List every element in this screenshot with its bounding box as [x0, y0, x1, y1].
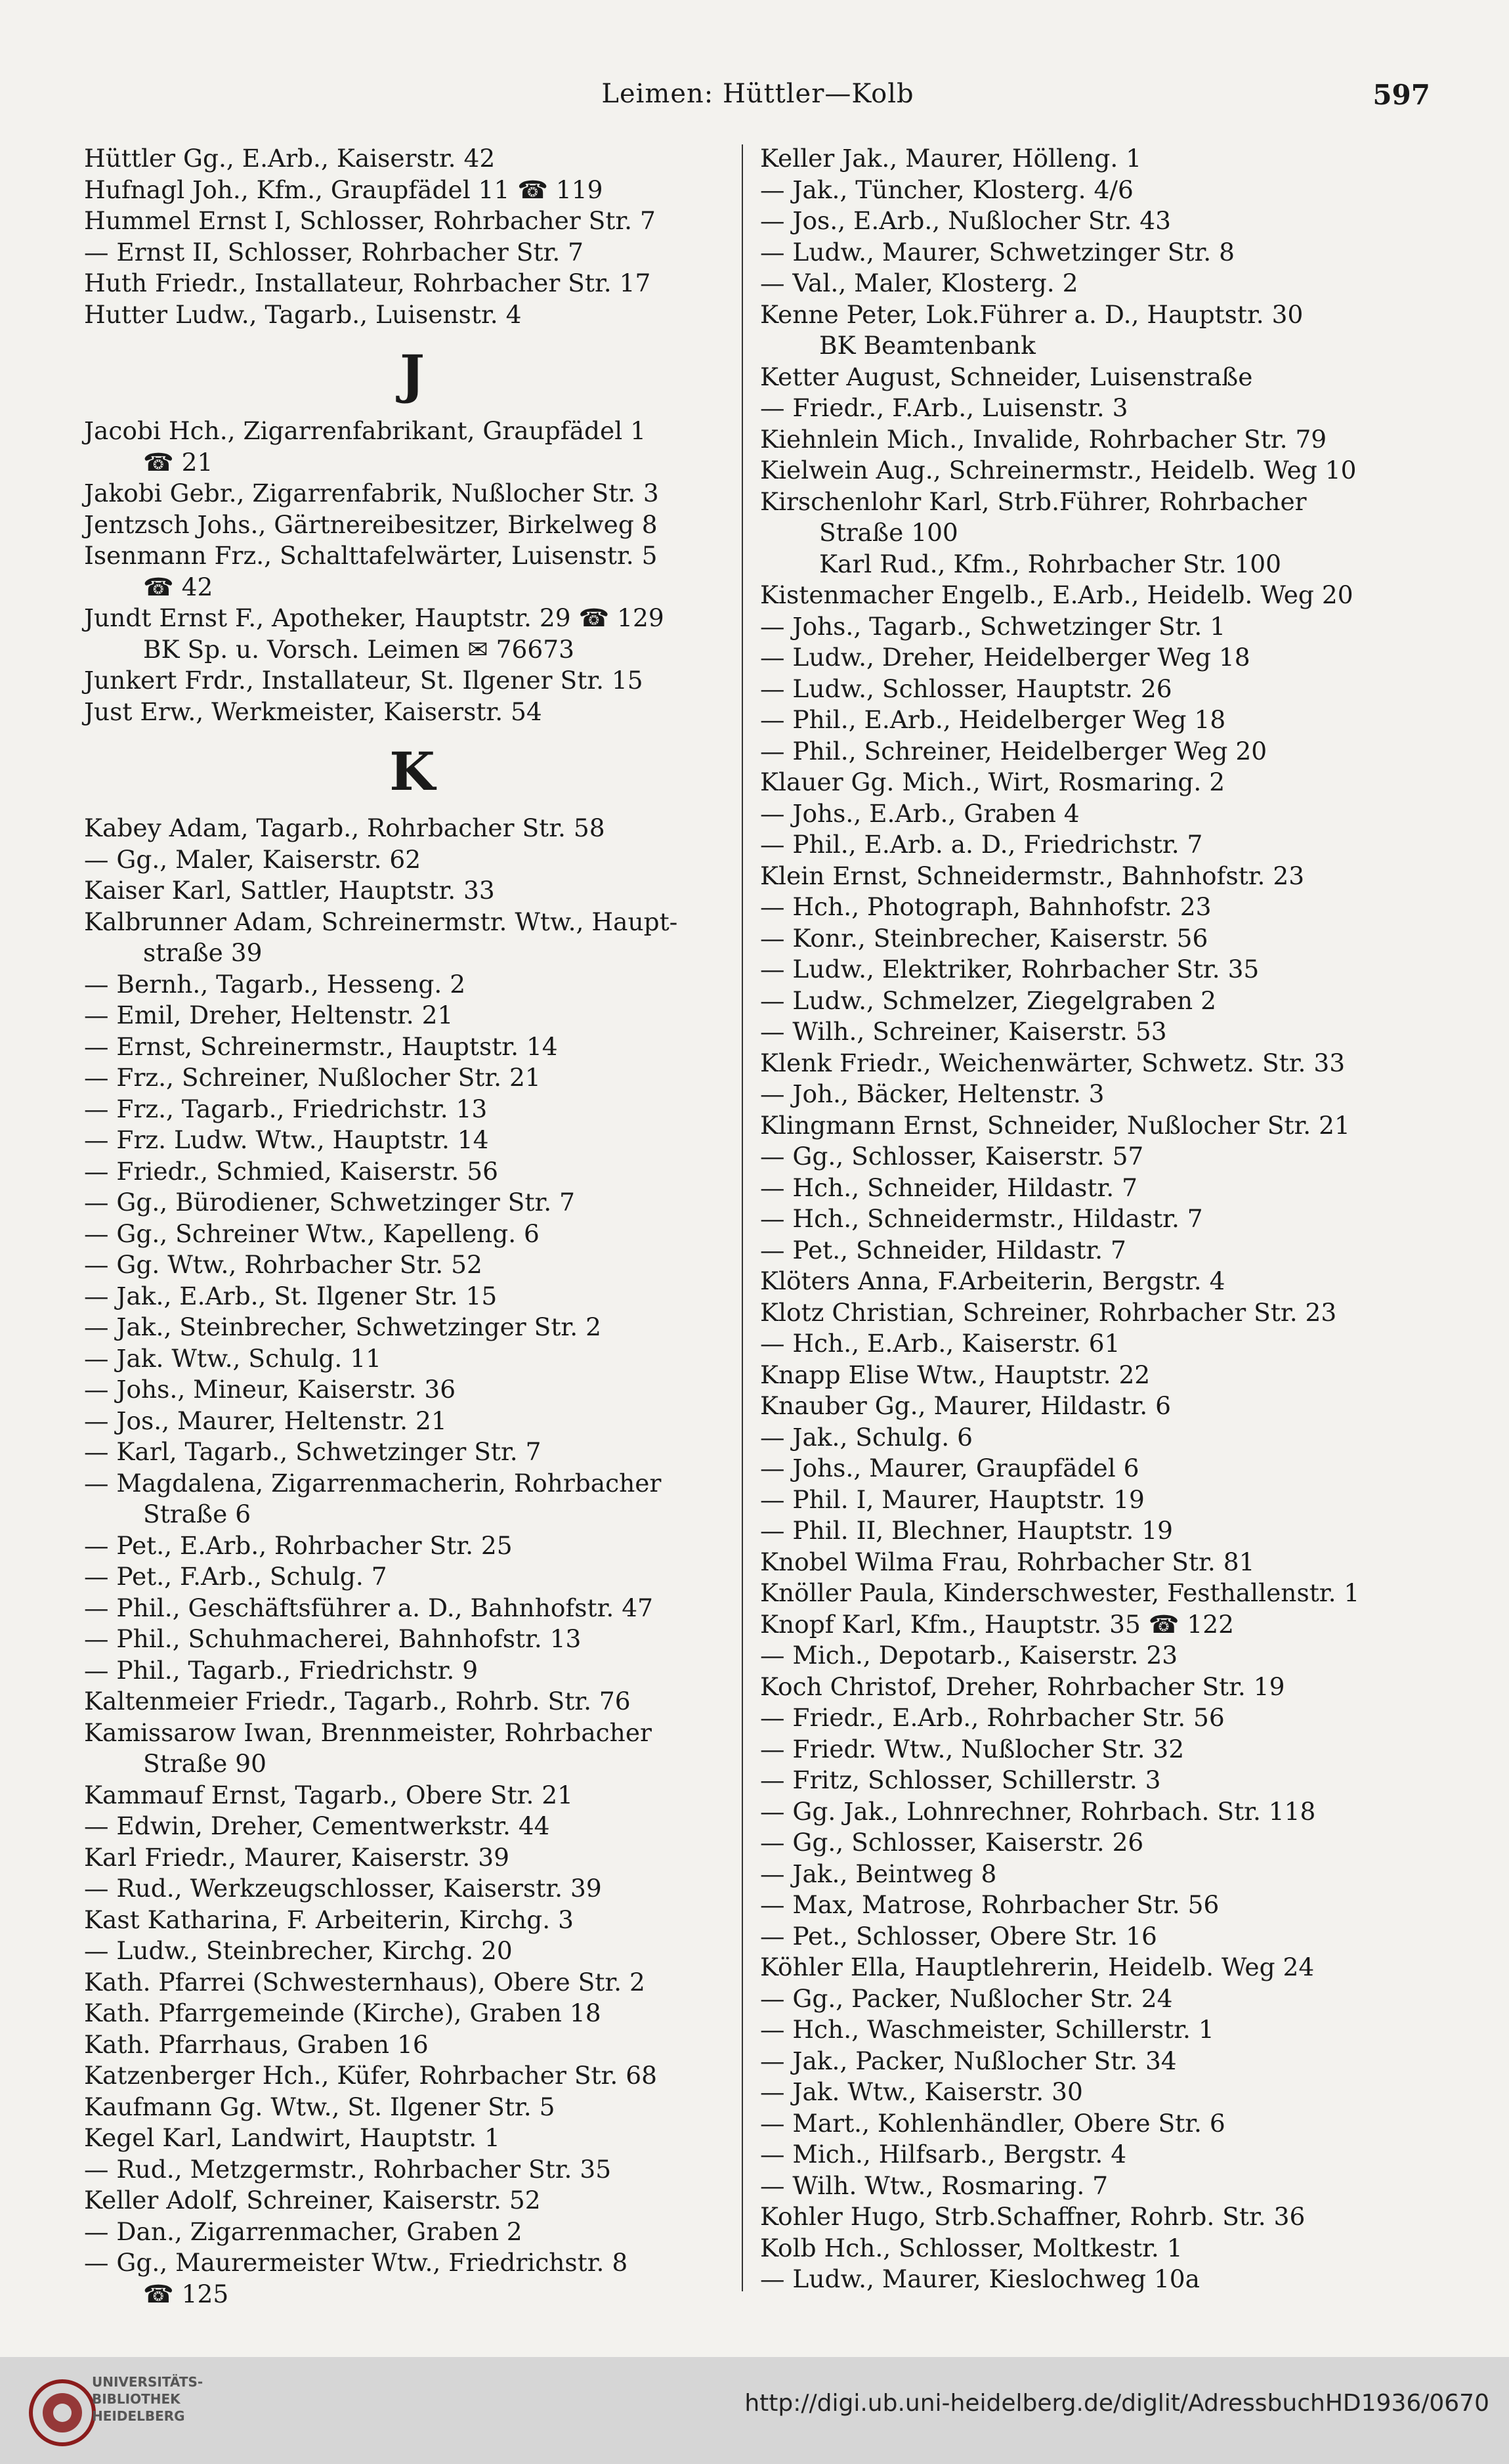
section-letter: J — [400, 343, 425, 405]
directory-entry: — Phil., Geschäftsführer a. D., Bahnhofstr. 47 — [84, 1593, 653, 1622]
directory-entry: Junkert Frdr., Installateur, St. Ilgener Str. 15 — [84, 666, 643, 695]
directory-entry: Huth Friedr., Installateur, Rohrbacher Str. 17 — [84, 269, 651, 297]
directory-entry: — Jak. Wtw., Kaiserstr. 30 — [760, 2077, 1083, 2106]
page-number: 597 — [1372, 79, 1430, 111]
section-letter: K — [389, 741, 435, 802]
running-title: Leimen: Hüttler—Kolb — [601, 79, 914, 109]
directory-entry: — Fritz, Schlosser, Schillerstr. 3 — [760, 1765, 1161, 1794]
directory-entry: — Jak., Schulg. 6 — [760, 1422, 973, 1452]
directory-entry: — Ludw., Elektriker, Rohrbacher Str. 35 — [760, 955, 1260, 983]
directory-entry: — Frz., Tagarb., Friedrichstr. 13 — [84, 1094, 488, 1123]
directory-entry: — Jak., Tüncher, Klosterg. 4/6 — [760, 175, 1134, 204]
directory-entry: Kalbrunner Adam, Schreinermstr. Wtw., Haupt- — [84, 907, 678, 936]
directory-entry: — Ludw., Steinbrecher, Kirchg. 20 — [84, 1936, 513, 1965]
directory-entry: — Ernst, Schreinermstr., Hauptstr. 14 — [84, 1031, 558, 1061]
directory-entry: — Rud., Werkzeugschlosser, Kaiserstr. 39 — [84, 1874, 602, 1903]
directory-entry: — Pet., Schneider, Hildastr. 7 — [760, 1235, 1126, 1264]
directory-entry: — Phil., E.Arb. a. D., Friedrichstr. 7 — [760, 830, 1203, 859]
directory-entry: — Pet., E.Arb., Rohrbacher Str. 25 — [84, 1530, 513, 1560]
directory-entry: Klenk Friedr., Weichenwärter, Schwetz. Str. 33 — [760, 1048, 1346, 1077]
directory-entry: — Gg., Schlosser, Kaiserstr. 57 — [760, 1142, 1144, 1171]
directory-entry: Kast Katharina, F. Arbeiterin, Kirchg. 3 — [84, 1905, 574, 1934]
directory-entry: Kohler Hugo, Strb.Schaffner, Rohrb. Str. 36 — [760, 2202, 1306, 2231]
directory-entry: — Jak., Steinbrecher, Schwetzinger Str. 2 — [84, 1312, 601, 1341]
directory-entry-continuation: ☎ 21 — [143, 447, 213, 477]
directory-entry: — Johs., E.Arb., Graben 4 — [760, 798, 1080, 828]
directory-entry: Ketter August, Schneider, Luisenstraße — [760, 362, 1253, 391]
directory-entry: Kiehnlein Mich., Invalide, Rohrbacher Str. 79 — [760, 424, 1327, 454]
directory-entry: Kaiser Karl, Sattler, Hauptstr. 33 — [84, 876, 495, 905]
directory-entry: Jentzsch Johs., Gärtnereibesitzer, Birkelweg 8 — [84, 509, 658, 539]
directory-entry: — Jak., Beintweg 8 — [760, 1859, 997, 1888]
directory-entry: Kammauf Ernst, Tagarb., Obere Str. 21 — [84, 1780, 574, 1809]
directory-entry: — Friedr. Wtw., Nußlocher Str. 32 — [760, 1734, 1185, 1763]
directory-entry: — Gg., Schreiner Wtw., Kapelleng. 6 — [84, 1219, 540, 1248]
directory-entry: — Ludw., Dreher, Heidelberger Weg 18 — [760, 643, 1250, 672]
directory-entry: Jundt Ernst F., Apotheker, Hauptstr. 29 ☎ 129 — [84, 603, 664, 632]
directory-entry-continuation: Straße 90 — [143, 1749, 266, 1778]
directory-entry: — Phil. I, Maurer, Hauptstr. 19 — [760, 1484, 1145, 1514]
directory-entry: — Ernst II, Schlosser, Rohrbacher Str. 7 — [84, 237, 584, 267]
directory-entry: — Pet., F.Arb., Schulg. 7 — [84, 1562, 387, 1591]
directory-entry: — Phil., Schreiner, Heidelberger Weg 20 — [760, 736, 1267, 766]
directory-entry: — Ludw., Schlosser, Hauptstr. 26 — [760, 674, 1172, 703]
page-header — [85, 79, 1430, 118]
directory-entry: — Jak. Wtw., Schulg. 11 — [84, 1343, 381, 1373]
directory-entry: — Jak., E.Arb., St. Ilgener Str. 15 — [84, 1281, 498, 1310]
directory-entry: Hummel Ernst I, Schlosser, Rohrbacher Str. 7 — [84, 206, 656, 235]
directory-entry: — Ludw., Maurer, Schwetzinger Str. 8 — [760, 237, 1235, 267]
directory-entry: — Friedr., E.Arb., Rohrbacher Str. 56 — [760, 1703, 1225, 1732]
directory-entry: Jakobi Gebr., Zigarrenfabrik, Nußlocher Str. 3 — [84, 479, 659, 508]
directory-entry: Koch Christof, Dreher, Rohrbacher Str. 19 — [760, 1672, 1285, 1701]
directory-entry: — Gg., Packer, Nußlocher Str. 24 — [760, 1983, 1173, 2013]
directory-entry: — Phil. II, Blechner, Hauptstr. 19 — [760, 1516, 1173, 1545]
directory-entry: Kaufmann Gg. Wtw., St. Ilgener Str. 5 — [84, 2092, 555, 2121]
directory-entry-continuation: ☎ 42 — [143, 572, 213, 601]
directory-entry: Keller Jak., Maurer, Hölleng. 1 — [760, 144, 1142, 173]
directory-entry: Klingmann Ernst, Schneider, Nußlocher Str. 21 — [760, 1110, 1350, 1140]
library-name-line2: BIBLIOTHEK — [92, 2391, 181, 2407]
library-seal-icon — [26, 2377, 98, 2449]
directory-entry: Knauber Gg., Maurer, Hildastr. 6 — [760, 1391, 1171, 1420]
right-column — [760, 143, 1430, 2295]
directory-entry: — Rud., Metzgermstr., Rohrbacher Str. 35 — [84, 2154, 612, 2184]
directory-entry: — Phil., Tagarb., Friedrichstr. 9 — [84, 1655, 478, 1685]
directory-entry: Kamissarow Iwan, Brennmeister, Rohrbacher — [84, 1718, 652, 1747]
directory-entry: Hufnagl Joh., Kfm., Graupfädel 11 ☎ 119 — [84, 175, 603, 204]
directory-entry: Kabey Adam, Tagarb., Rohrbacher Str. 58 — [84, 813, 605, 842]
directory-entry: — Hch., Photograph, Bahnhofstr. 23 — [760, 892, 1212, 921]
directory-entry-continuation: BK Sp. u. Vorsch. Leimen ✉ 76673 — [143, 634, 574, 664]
directory-entry: — Edwin, Dreher, Cementwerkstr. 44 — [84, 1811, 550, 1840]
directory-entry: Klöters Anna, F.Arbeiterin, Bergstr. 4 — [760, 1266, 1225, 1295]
directory-entry: — Max, Matrose, Rohrbacher Str. 56 — [760, 1890, 1220, 1919]
directory-entry: — Wilh. Wtw., Rosmaring. 7 — [760, 2171, 1109, 2200]
directory-entry: — Gg., Maurermeister Wtw., Friedrichstr. 8 — [84, 2248, 628, 2277]
directory-entry: Klauer Gg. Mich., Wirt, Rosmaring. 2 — [760, 767, 1225, 796]
directory-entry-continuation: Karl Rud., Kfm., Rohrbacher Str. 100 — [819, 549, 1282, 578]
directory-entry: Keller Adolf, Schreiner, Kaiserstr. 52 — [84, 2186, 541, 2215]
directory-entry: Knobel Wilma Frau, Rohrbacher Str. 81 — [760, 1547, 1255, 1576]
directory-entry: Knapp Elise Wtw., Hauptstr. 22 — [760, 1360, 1151, 1389]
directory-entry: Klotz Christian, Schreiner, Rohrbacher Str. 23 — [760, 1297, 1337, 1327]
column-divider — [742, 144, 743, 2291]
directory-entry: — Gg., Bürodiener, Schwetzinger Str. 7 — [84, 1188, 575, 1217]
directory-entry: — Mart., Kohlenhändler, Obere Str. 6 — [760, 2108, 1225, 2138]
directory-entry: — Konr., Steinbrecher, Kaiserstr. 56 — [760, 923, 1208, 953]
directory-entry: — Phil., Schuhmacherei, Bahnhofstr. 13 — [84, 1624, 582, 1653]
directory-entry-continuation: straße 39 — [143, 938, 263, 967]
directory-entry: — Gg., Schlosser, Kaiserstr. 26 — [760, 1828, 1144, 1857]
directory-entry: — Pet., Schlosser, Obere Str. 16 — [760, 1921, 1157, 1951]
library-name — [92, 2373, 203, 2425]
directory-entry: — Gg. Jak., Lohnrechner, Rohrbach. Str. 118 — [760, 1796, 1316, 1826]
directory-entry: — Hch., E.Arb., Kaiserstr. 61 — [760, 1329, 1120, 1358]
directory-entry-continuation: Straße 100 — [819, 518, 958, 547]
directory-entry-continuation: Straße 6 — [143, 1500, 251, 1528]
directory-entry: — Jos., E.Arb., Nußlocher Str. 43 — [760, 206, 1172, 235]
directory-entry: — Hch., Waschmeister, Schillerstr. 1 — [760, 2015, 1214, 2044]
directory-entry: — Bernh., Tagarb., Hesseng. 2 — [84, 969, 466, 999]
directory-entry: Klein Ernst, Schneidermstr., Bahnhofstr. 23 — [760, 861, 1305, 890]
directory-entry: — Ludw., Maurer, Kieslochweg 10a — [760, 2264, 1201, 2293]
directory-entry: — Val., Maler, Klosterg. 2 — [760, 269, 1078, 297]
directory-entry: Kistenmacher Engelb., E.Arb., Heidelb. Weg 20 — [760, 580, 1353, 609]
directory-entry: — Dan., Zigarrenmacher, Graben 2 — [84, 2216, 522, 2246]
directory-entry-continuation: ☎ 125 — [143, 2279, 229, 2308]
directory-entry: — Mich., Depotarb., Kaiserstr. 23 — [760, 1641, 1178, 1670]
directory-entry: Kolb Hch., Schlosser, Moltkestr. 1 — [760, 2233, 1183, 2262]
directory-entry: — Emil, Dreher, Heltenstr. 21 — [84, 1001, 454, 1029]
directory-entry: — Mich., Hilfsarb., Bergstr. 4 — [760, 2140, 1127, 2169]
directory-entry: Köhler Ella, Hauptlehrerin, Heidelb. Weg 24 — [760, 1953, 1315, 1981]
directory-entry: — Gg. Wtw., Rohrbacher Str. 52 — [84, 1250, 482, 1279]
directory-entry: Kielwein Aug., Schreinermstr., Heidelb. Weg 10 — [760, 456, 1357, 485]
directory-entry-continuation: BK Beamtenbank — [819, 331, 1036, 360]
directory-entry: Katzenberger Hch., Küfer, Rohrbacher Str. 68 — [84, 2061, 657, 2090]
directory-entry: Kegel Karl, Landwirt, Hauptstr. 1 — [84, 2123, 500, 2152]
directory-entry: Knopf Karl, Kfm., Hauptstr. 35 ☎ 122 — [760, 1609, 1234, 1639]
directory-entry: — Frz. Ludw. Wtw., Hauptstr. 14 — [84, 1125, 489, 1154]
directory-entry: — Gg., Maler, Kaiserstr. 62 — [84, 844, 421, 874]
directory-entry: — Joh., Bäcker, Heltenstr. 3 — [760, 1079, 1105, 1108]
library-name-line1: UNIVERSITÄTS- — [92, 2374, 203, 2390]
directory-entry: Just Erw., Werkmeister, Kaiserstr. 54 — [84, 697, 542, 726]
directory-entry: — Karl, Tagarb., Schwetzinger Str. 7 — [84, 1437, 542, 1466]
left-column — [84, 143, 740, 2310]
directory-entry: — Phil., E.Arb., Heidelberger Weg 18 — [760, 705, 1226, 734]
directory-entry: — Friedr., Schmied, Kaiserstr. 56 — [84, 1156, 498, 1186]
directory-entry: — Frz., Schreiner, Nußlocher Str. 21 — [84, 1063, 541, 1092]
directory-entry: Jacobi Hch., Zigarrenfabrikant, Graupfädel 1 — [84, 416, 647, 445]
directory-entry: Kath. Pfarrgemeinde (Kirche), Graben 18 — [84, 1999, 601, 2027]
directory-entry: Kenne Peter, Lok.Führer a. D., Hauptstr. 30 — [760, 299, 1304, 329]
source-url[interactable]: http://digi.ub.uni-heidelberg.de/diglit/AdressbuchHD1936/0670 — [744, 2390, 1489, 2417]
directory-entry: — Friedr., F.Arb., Luisenstr. 3 — [760, 393, 1128, 422]
library-name-line3: HEIDELBERG — [92, 2408, 185, 2424]
directory-entry: Kath. Pfarrhaus, Graben 16 — [84, 2029, 429, 2059]
directory-entry: Isenmann Frz., Schalttafelwärter, Luisenstr. 5 — [84, 541, 658, 570]
directory-entry: Hutter Ludw., Tagarb., Luisenstr. 4 — [84, 299, 522, 329]
directory-entry: — Johs., Mineur, Kaiserstr. 36 — [84, 1375, 456, 1404]
directory-entry: Kaltenmeier Friedr., Tagarb., Rohrb. Str. 76 — [84, 1687, 631, 1716]
directory-entry: — Jos., Maurer, Heltenstr. 21 — [84, 1406, 447, 1435]
directory-entry: — Hch., Schneidermstr., Hildastr. 7 — [760, 1204, 1203, 1233]
directory-entry: Karl Friedr., Maurer, Kaiserstr. 39 — [84, 1842, 509, 1872]
directory-entry: Kath. Pfarrei (Schwesternhaus), Obere Str. 2 — [84, 1967, 645, 1997]
directory-entry: Hüttler Gg., E.Arb., Kaiserstr. 42 — [84, 144, 496, 173]
directory-entry: — Wilh., Schreiner, Kaiserstr. 53 — [760, 1017, 1167, 1046]
directory-entry: Kirschenlohr Karl, Strb.Führer, Rohrbacher — [760, 486, 1307, 516]
directory-entry: — Magdalena, Zigarrenmacherin, Rohrbacher — [84, 1468, 662, 1498]
directory-entry: — Johs., Tagarb., Schwetzinger Str. 1 — [760, 611, 1226, 641]
directory-entry: — Jak., Packer, Nußlocher Str. 34 — [760, 2046, 1177, 2075]
directory-entry: Knöller Paula, Kinderschwester, Festhallenstr. 1 — [760, 1578, 1360, 1607]
directory-entry: — Hch., Schneider, Hildastr. 7 — [760, 1173, 1137, 1202]
directory-entry: — Ludw., Schmelzer, Ziegelgraben 2 — [760, 985, 1216, 1015]
directory-entry: — Johs., Maurer, Graupfädel 6 — [760, 1454, 1139, 1482]
